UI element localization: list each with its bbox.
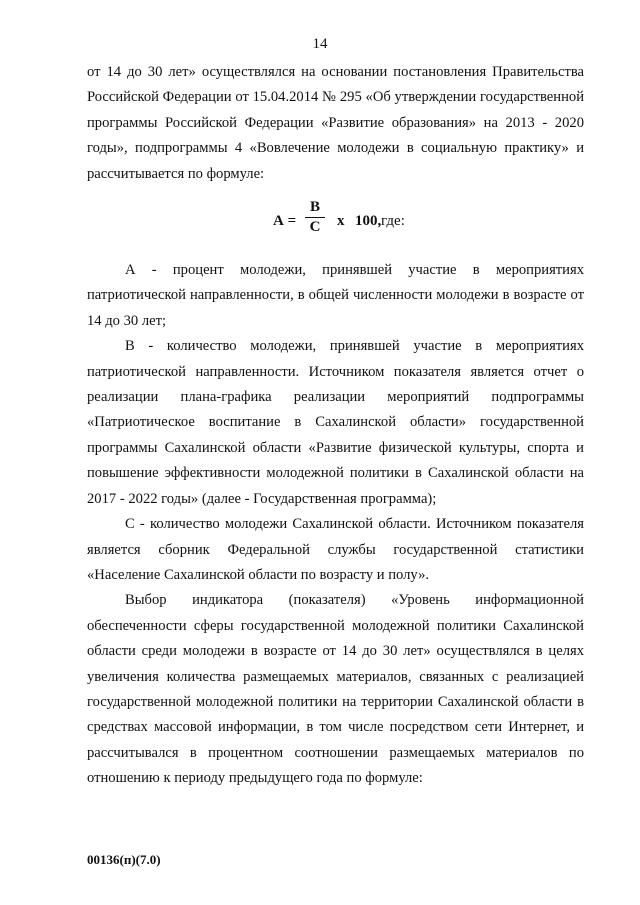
formula-operator: х xyxy=(337,213,345,230)
formula-fraction xyxy=(305,199,325,236)
intro-paragraph: от 14 до 30 лет» осуществлялся на основании постановления Правительства Российской Федерации от 15.04.2014 № 295 «Об утверждении государственной программы Российской Федерации «Развитие образования» на 2013 - 2020 годы», подпрограммы 4 «Вовлечение молодежи в социальную практику» и рассчитывается по формуле: xyxy=(87,64,584,182)
formula-numerator: В xyxy=(305,199,325,218)
formula-a xyxy=(87,199,584,241)
formula-denominator: С xyxy=(309,219,321,236)
formula-constant: 100, xyxy=(355,213,382,230)
document-code: 00136(п)(7.0) xyxy=(87,852,161,867)
definition-b: В - количество молодежи, принявшей участие в мероприятиях патриотической направленности. Источником показателя является отчет о реализации плана-графика реализации мероприятий подпрограммы «Патриотическое воспитание в Сахалинской области» государственной программы Сахалинской области «Развитие физической культуры, спорта и повышение эффективности молодежной политики в Сахалинской области на 2017 - 2022 годы» (далее - Государственная программа); xyxy=(87,338,584,507)
definition-a: А - процент молодежи, принявшей участие в мероприятиях патриотической направленности, в общей численности молодежи в возрасте от 14 до 30 лет; xyxy=(87,262,584,329)
formula-lhs: А = xyxy=(273,213,297,230)
formula-tail: где: xyxy=(381,213,405,230)
page-number: 14 xyxy=(312,36,328,52)
document-body xyxy=(87,60,584,792)
choice-paragraph: Выбор индикатора (показателя) «Уровень информационной обеспеченности сферы государственной молодежной политики Сахалинской области среди молодежи в возрасте от 14 до 30 лет» осуществлялся в целях увеличения количества размещаемых материалов, связанных с реализацией государственной молодежной политики на территории Сахалинской области в средствах массовой информации, в том числе посредством сети Интернет, и рассчитывался в процентном соотношении размещаемых материалов по отношению к периоду предыдущего года по формуле: xyxy=(87,592,584,787)
definition-c: С - количество молодежи Сахалинской области. Источником показателя является сборник Федеральной службы государственной статистики «Население Сахалинской области по возрасту и полу». xyxy=(87,516,584,583)
